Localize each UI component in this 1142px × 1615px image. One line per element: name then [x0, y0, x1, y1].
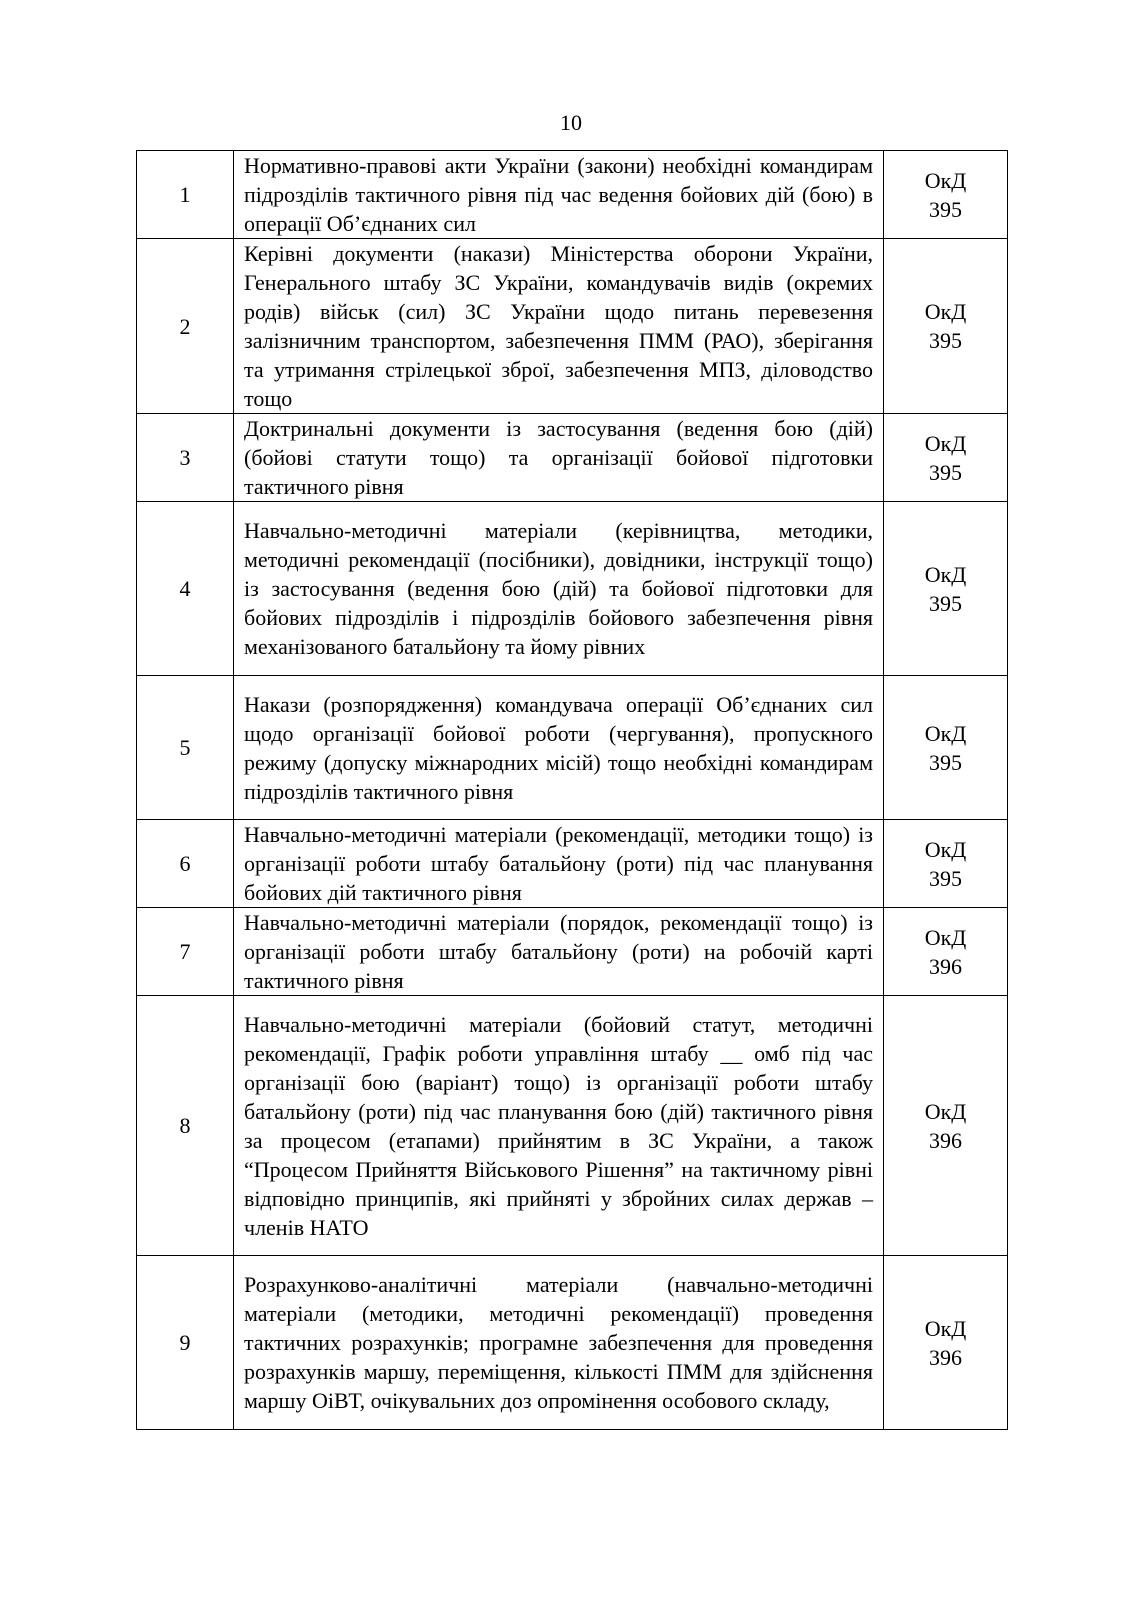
- reference-page: 395: [929, 196, 962, 222]
- reference-code: ОкД: [924, 924, 967, 950]
- table-row: [137, 676, 1008, 820]
- row-description: Керівні документи (накази) Міністерства оборони України, Генерального штабу ЗС України, командувачів видів (окремих родів) військ (сил) ЗС України щодо питань перевезення залізничним транспортом, забезпечення ПММ (РАО), зберігання та утримання стрілецької зброї, забезпечення МПЗ, діловодство тощо: [234, 239, 884, 414]
- row-reference: [884, 1256, 1008, 1430]
- reference-code: ОкД: [924, 1098, 967, 1124]
- reference-page: 395: [929, 749, 962, 775]
- table-row: [137, 1256, 1008, 1430]
- reference-code: ОкД: [924, 430, 967, 456]
- row-number: 5: [137, 676, 234, 820]
- reference-code: ОкД: [924, 720, 967, 746]
- row-number: 8: [137, 996, 234, 1256]
- row-number: 1: [137, 151, 234, 239]
- row-description: Навчально-методичні матеріали (керівництва, методики, методичні рекомендації (посібники), довідники, інструкції тощо) із застосування (ведення бою (дій) та бойової підготовки для бойових підрозділів і підрозділів бойового забезпечення рівня механізованого батальйону та йому рівних: [234, 502, 884, 676]
- row-reference: [884, 502, 1008, 676]
- reference-code: ОкД: [924, 561, 967, 587]
- table-row: [137, 414, 1008, 502]
- row-description: Навчально-методичні матеріали (бойовий статут, методичні рекомендації, Графік роботи управління штабу __ омб під час організації бою (варіант) тощо) із організації роботи штабу батальйону (роти) під час планування бою (дій) тактичного рівня за процесом (етапами) прийнятим в ЗС України, а також “Процесом Прийняття Військового Рішення” на тактичному рівні відповідно принципів, які прийняті у збройних силах держав – членів НАТО: [234, 996, 884, 1256]
- table-row: [137, 239, 1008, 414]
- table-row: [137, 908, 1008, 996]
- reference-page: 395: [929, 459, 962, 485]
- row-number: 4: [137, 502, 234, 676]
- row-number: 7: [137, 908, 234, 996]
- row-description: Навчально-методичні матеріали (порядок, рекомендації тощо) із організації роботи штабу батальйону (роти) на робочій карті тактичного рівня: [234, 908, 884, 996]
- row-reference: [884, 151, 1008, 239]
- reference-code: ОкД: [924, 299, 967, 324]
- reference-code: ОкД: [924, 1315, 967, 1341]
- table-row: [137, 502, 1008, 676]
- row-reference: [884, 820, 1008, 908]
- reference-page: 395: [929, 590, 962, 616]
- reference-code: ОкД: [924, 836, 967, 862]
- row-description: Доктринальні документи із застосування (ведення бою (дій) (бойові статути тощо) та організації бойової підготовки тактичного рівня: [234, 414, 884, 502]
- row-reference: [884, 239, 1008, 414]
- row-reference: [884, 414, 1008, 502]
- reference-page: 396: [929, 953, 962, 979]
- row-reference: [884, 996, 1008, 1256]
- page-number: 10: [560, 110, 582, 135]
- row-description: Накази (розпорядження) командувача операції Об’єднаних сил щодо організації бойової роботи (чергування), пропускного режиму (допуску міжнародних місій) тощо необхідні командирам підрозділів тактичного рівня: [234, 676, 884, 820]
- table-row: [137, 996, 1008, 1256]
- table-row: [137, 820, 1008, 908]
- row-description: Навчально-методичні матеріали (рекомендації, методики тощо) із організації роботи штабу батальйону (роти) під час планування бойових дій тактичного рівня: [234, 820, 884, 908]
- row-number: 9: [137, 1256, 234, 1430]
- row-reference: [884, 676, 1008, 820]
- reference-page: 396: [929, 1344, 962, 1370]
- table-row: [137, 151, 1008, 239]
- reference-page: 395: [929, 865, 962, 891]
- row-number: 6: [137, 820, 234, 908]
- reference-page: 395: [929, 328, 962, 353]
- row-description: Розрахунково-аналітичні матеріали (навчально-методичні матеріали (методики, методичні рекомендації) проведення тактичних розрахунків; програмне забезпечення для проведення розрахунків маршу, переміщення, кількості ПММ для здійснення маршу ОіВТ, очікувальних доз опромінення особового складу,: [234, 1256, 884, 1430]
- row-number: 3: [137, 414, 234, 502]
- reference-page: 396: [929, 1127, 962, 1153]
- document-table: [136, 150, 1008, 1430]
- row-description: Нормативно-правові акти України (закони) необхідні командирам підрозділів тактичного рівня під час ведення бойових дій (бою) в операції Об’єднаних сил: [234, 151, 884, 239]
- reference-code: ОкД: [924, 167, 967, 193]
- row-reference: [884, 908, 1008, 996]
- row-number: 2: [137, 239, 234, 414]
